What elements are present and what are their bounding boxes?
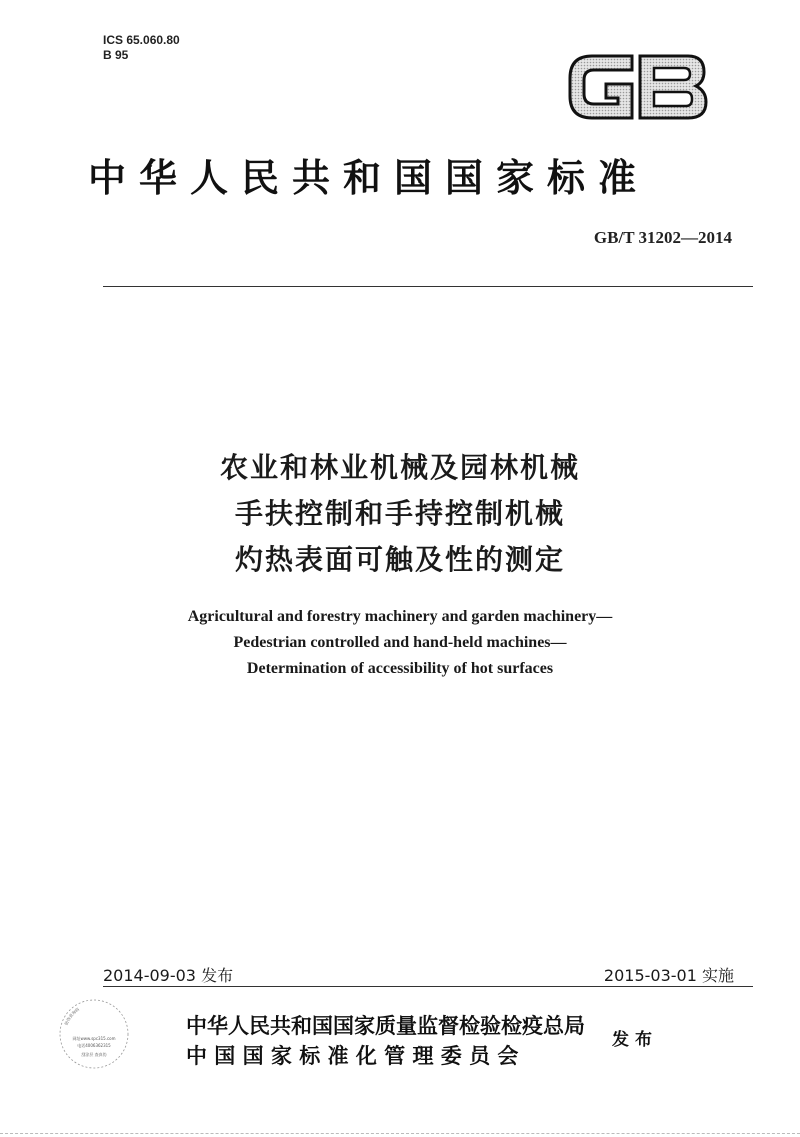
gb-standard-logo-icon xyxy=(562,46,712,126)
footer-divider xyxy=(103,986,753,987)
ccs-code: B 95 xyxy=(103,48,129,62)
seal-line-2: 电话4006362315 xyxy=(77,1043,111,1048)
seal-arc-text: 防伪查询码 xyxy=(63,1006,81,1026)
issuer-sac: 中 国 国 家 标 准 化 管 理 委 员 会 xyxy=(186,1044,519,1068)
classification-codes xyxy=(103,33,180,63)
issue-label: 发布 xyxy=(612,1030,658,1050)
anti-counterfeit-seal-icon xyxy=(52,992,136,1072)
implement-date: 2015-03-01 实施 xyxy=(603,966,734,985)
title-cn-line-1: 农业和林业机械及园林机械 xyxy=(219,451,580,484)
title-en-line-1: Agricultural and forestry machinery and garden machinery— xyxy=(187,608,613,625)
title-en-line-2: Pedestrian controlled and hand-held machines— xyxy=(233,634,567,651)
title-cn-line-2: 手扶控制和手持控制机械 xyxy=(234,497,565,530)
standard-number: GB/T 31202—2014 xyxy=(593,228,732,247)
issuer-aqsiq: 中华人民共和国国家质量监督检验检疫总局 xyxy=(186,1014,585,1038)
publish-date: 2014-09-03 发布 xyxy=(103,966,234,985)
header-divider xyxy=(103,286,753,287)
title-en-line-3: Determination of accessibility of hot surfaces xyxy=(246,660,554,677)
page-title: 中华人民共和国国家标准 xyxy=(88,155,650,200)
seal-line-1: 网址www.spc315.com xyxy=(72,1036,116,1041)
title-cn-line-3: 灼热表面可触及性的测定 xyxy=(234,543,565,576)
ics-code: ICS 65.060.80 xyxy=(103,33,180,47)
page-bottom-edge xyxy=(0,1133,800,1134)
seal-line-3: 刮涂层 查真伪 xyxy=(81,1052,107,1057)
